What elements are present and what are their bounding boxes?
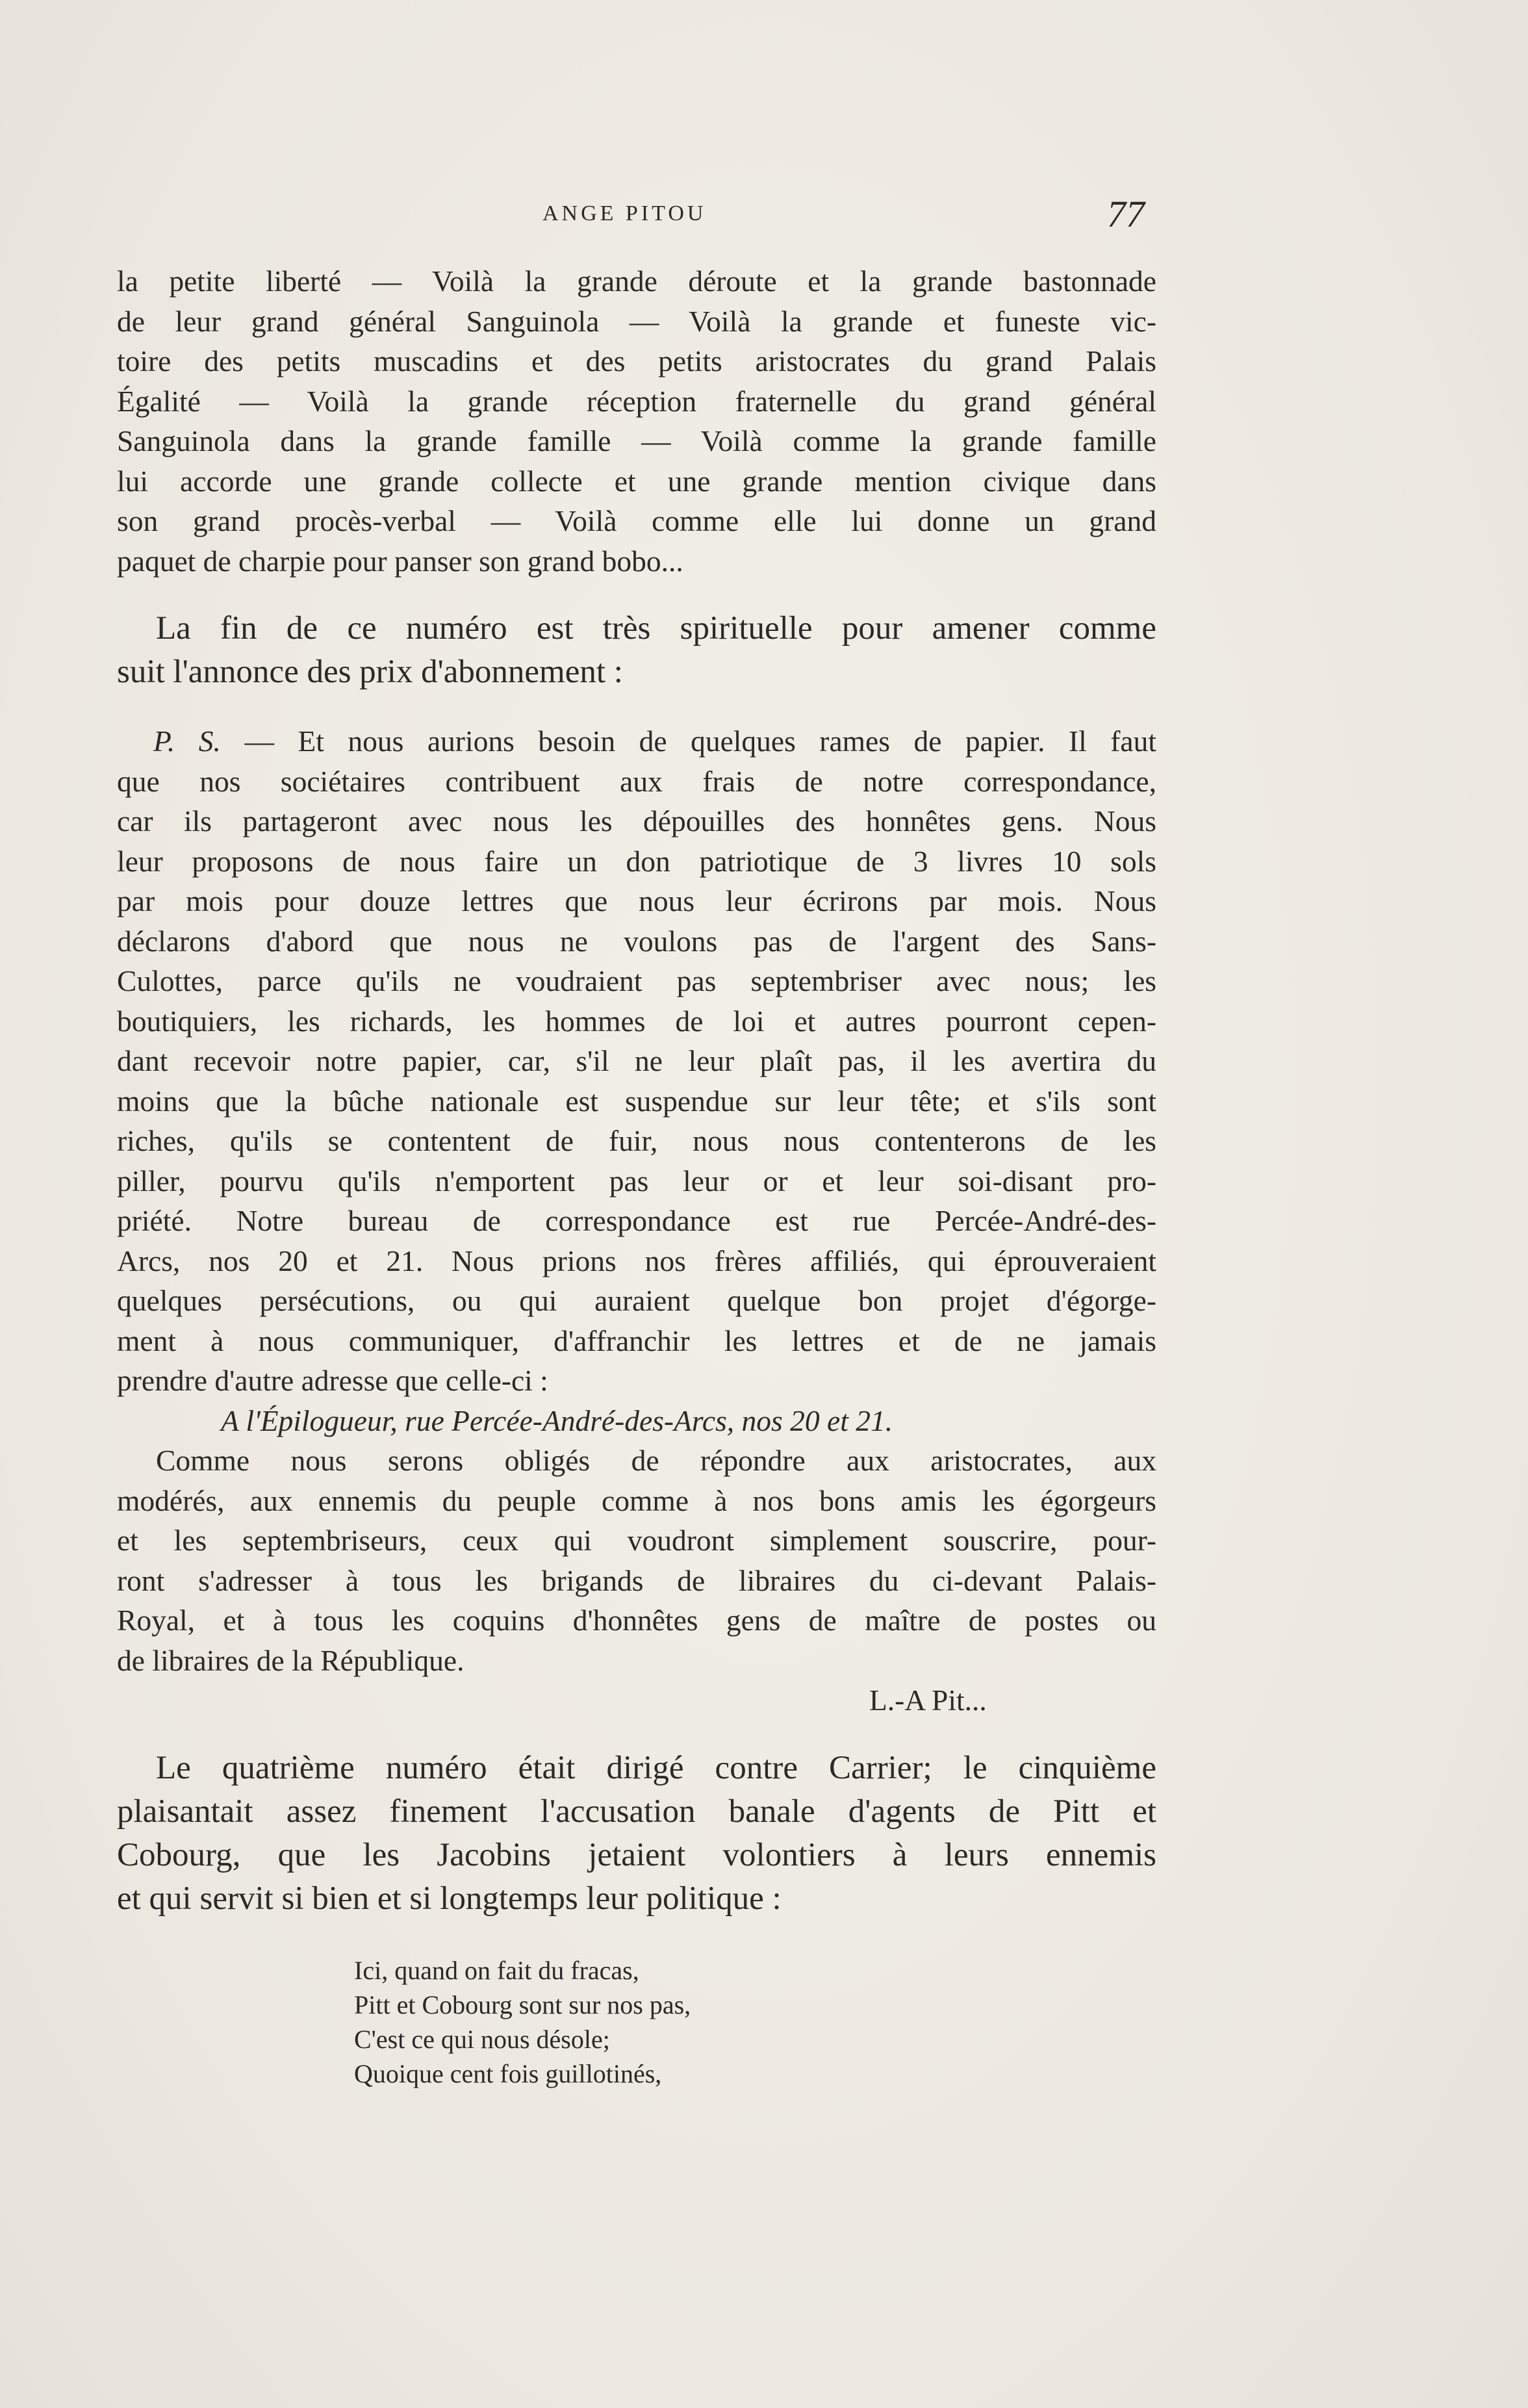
text-line: de leur grand général Sanguinola — Voilà la grande et funeste vic- [117, 304, 1156, 338]
text-line: Arcs, nos 20 et 21. Nous prions nos frères affiliés, qui éprouveraient [117, 1244, 1156, 1277]
ps-first-line-rest: — Et nous aurions besoin de quelques rames de papier. Il faut [244, 724, 1156, 758]
text-line: lui accorde une grande collecte et une grande mention civique dans [117, 464, 1156, 498]
text-line: ment à nous communiquer, d'affranchir les lettres et de ne jamais [117, 1324, 1156, 1357]
text-line: Égalité — Voilà la grande réception fraternelle du grand général [117, 384, 1156, 418]
page-number: 77 [1107, 193, 1145, 235]
poem-line: C'est ce qui nous désole; [354, 2024, 610, 2054]
text-line: ront s'adresser à tous les brigands de libraires du ci-devant Palais- [117, 1563, 1156, 1597]
text-line: prendre d'autre adresse que celle-ci : [117, 1364, 548, 1397]
text-line: déclarons d'abord que nous ne voulons pas de l'argent des Sans- [117, 924, 1156, 958]
poem-line: Quoique cent fois guillotinés, [354, 2058, 662, 2088]
text-line: suit l'annonce des prix d'abonnement : [117, 654, 623, 690]
text-line: modérés, aux ennemis du peuple comme à nos bons amis les égorgeurs [117, 1483, 1156, 1517]
text-line: Sanguinola dans la grande famille — Voilà comme la grande famille [117, 424, 1156, 457]
text-line: Royal, et à tous les coquins d'honnêtes gens de maître de postes ou [117, 1604, 1156, 1637]
poem-line: Ici, quand on fait du fracas, [354, 1955, 639, 1985]
text-line: par mois pour douze lettres que nous leur écrirons par mois. Nous [117, 884, 1156, 917]
text-line: leur proposons de nous faire un don patriotique de 3 livres 10 sols [117, 844, 1156, 878]
paragraph-1 [117, 261, 1156, 581]
text-line: Cobourg, que les Jacobins jetaient volontiers à leurs ennemis [117, 1836, 1156, 1873]
text-line: et qui servit si bien et si longtemps leur politique : [117, 1880, 782, 1917]
ps-label: P. S. [153, 724, 221, 758]
poem-line: Pitt et Cobourg sont sur nos pas, [354, 1990, 691, 2019]
text-line: Culottes, parce qu'ils ne voudraient pas septembriser avec nous; les [117, 964, 1156, 997]
text-line: que nos sociétaires contribuent aux frais de notre correspondance, [117, 764, 1156, 798]
text-line: La fin de ce numéro est très spirituelle pour amener comme [156, 610, 1156, 647]
text-line: priété. Notre bureau de correspondance est rue Percée-André-des- [117, 1204, 1156, 1237]
text-line: Comme nous serons obligés de répondre aux aristocrates, aux [156, 1444, 1156, 1477]
text-line: et les septembriseurs, ceux qui voudront simplement souscrire, pour- [117, 1524, 1156, 1557]
paragraph-ps [117, 721, 1156, 1441]
address-line: A l'Épilogueur, rue Percée-André-des-Arcs, nos 20 et 21. [221, 1403, 893, 1437]
paragraph-subscription [117, 1441, 1156, 1721]
paragraph-2 [117, 607, 1156, 694]
running-head: ANGE PITOU [542, 201, 707, 225]
text-line: quelques persécutions, ou qui auraient quelque bon projet d'égorge- [117, 1284, 1156, 1317]
text-line: plaisantait assez finement l'accusation banale d'agents de Pitt et [117, 1793, 1156, 1830]
page-header [117, 192, 1156, 244]
text-line: la petite liberté — Voilà la grande déroute et la grande bastonnade [117, 264, 1156, 298]
text-line: boutiquiers, les richards, les hommes de loi et autres pourront cepen- [117, 1004, 1156, 1038]
body-text [117, 261, 1156, 2091]
text-line: son grand procès-verbal — Voilà comme elle lui donne un grand [117, 504, 1156, 537]
text-line: dant recevoir notre papier, car, s'il ne leur plaît pas, il les avertira du [117, 1044, 1156, 1077]
signature: L.-A Pit... [869, 1684, 987, 1717]
text-line: moins que la bûche nationale est suspendue sur leur tête; et s'ils sont [117, 1084, 1156, 1118]
text-line: de libraires de la République. [117, 1643, 465, 1677]
text-line: riches, qu'ils se contentent de fuir, nous nous contenterons de les [117, 1124, 1156, 1157]
text-line: paquet de charpie pour panser son grand bobo... [117, 544, 683, 578]
text-line: piller, pourvu qu'ils n'emportent pas leur or et leur soi-disant pro- [117, 1164, 1156, 1198]
paragraph-5 [117, 1747, 1156, 1921]
text-line: car ils partageront avec nous les dépouilles des honnêtes gens. Nous [117, 804, 1156, 838]
text-line: Le quatrième numéro était dirigé contre Carrier; le cinquième [156, 1749, 1156, 1786]
text-line-first [117, 721, 1156, 762]
poem-stanza [117, 1953, 1156, 2091]
text-line: toire des petits muscadins et des petits aristocrates du grand Palais [117, 344, 1156, 378]
